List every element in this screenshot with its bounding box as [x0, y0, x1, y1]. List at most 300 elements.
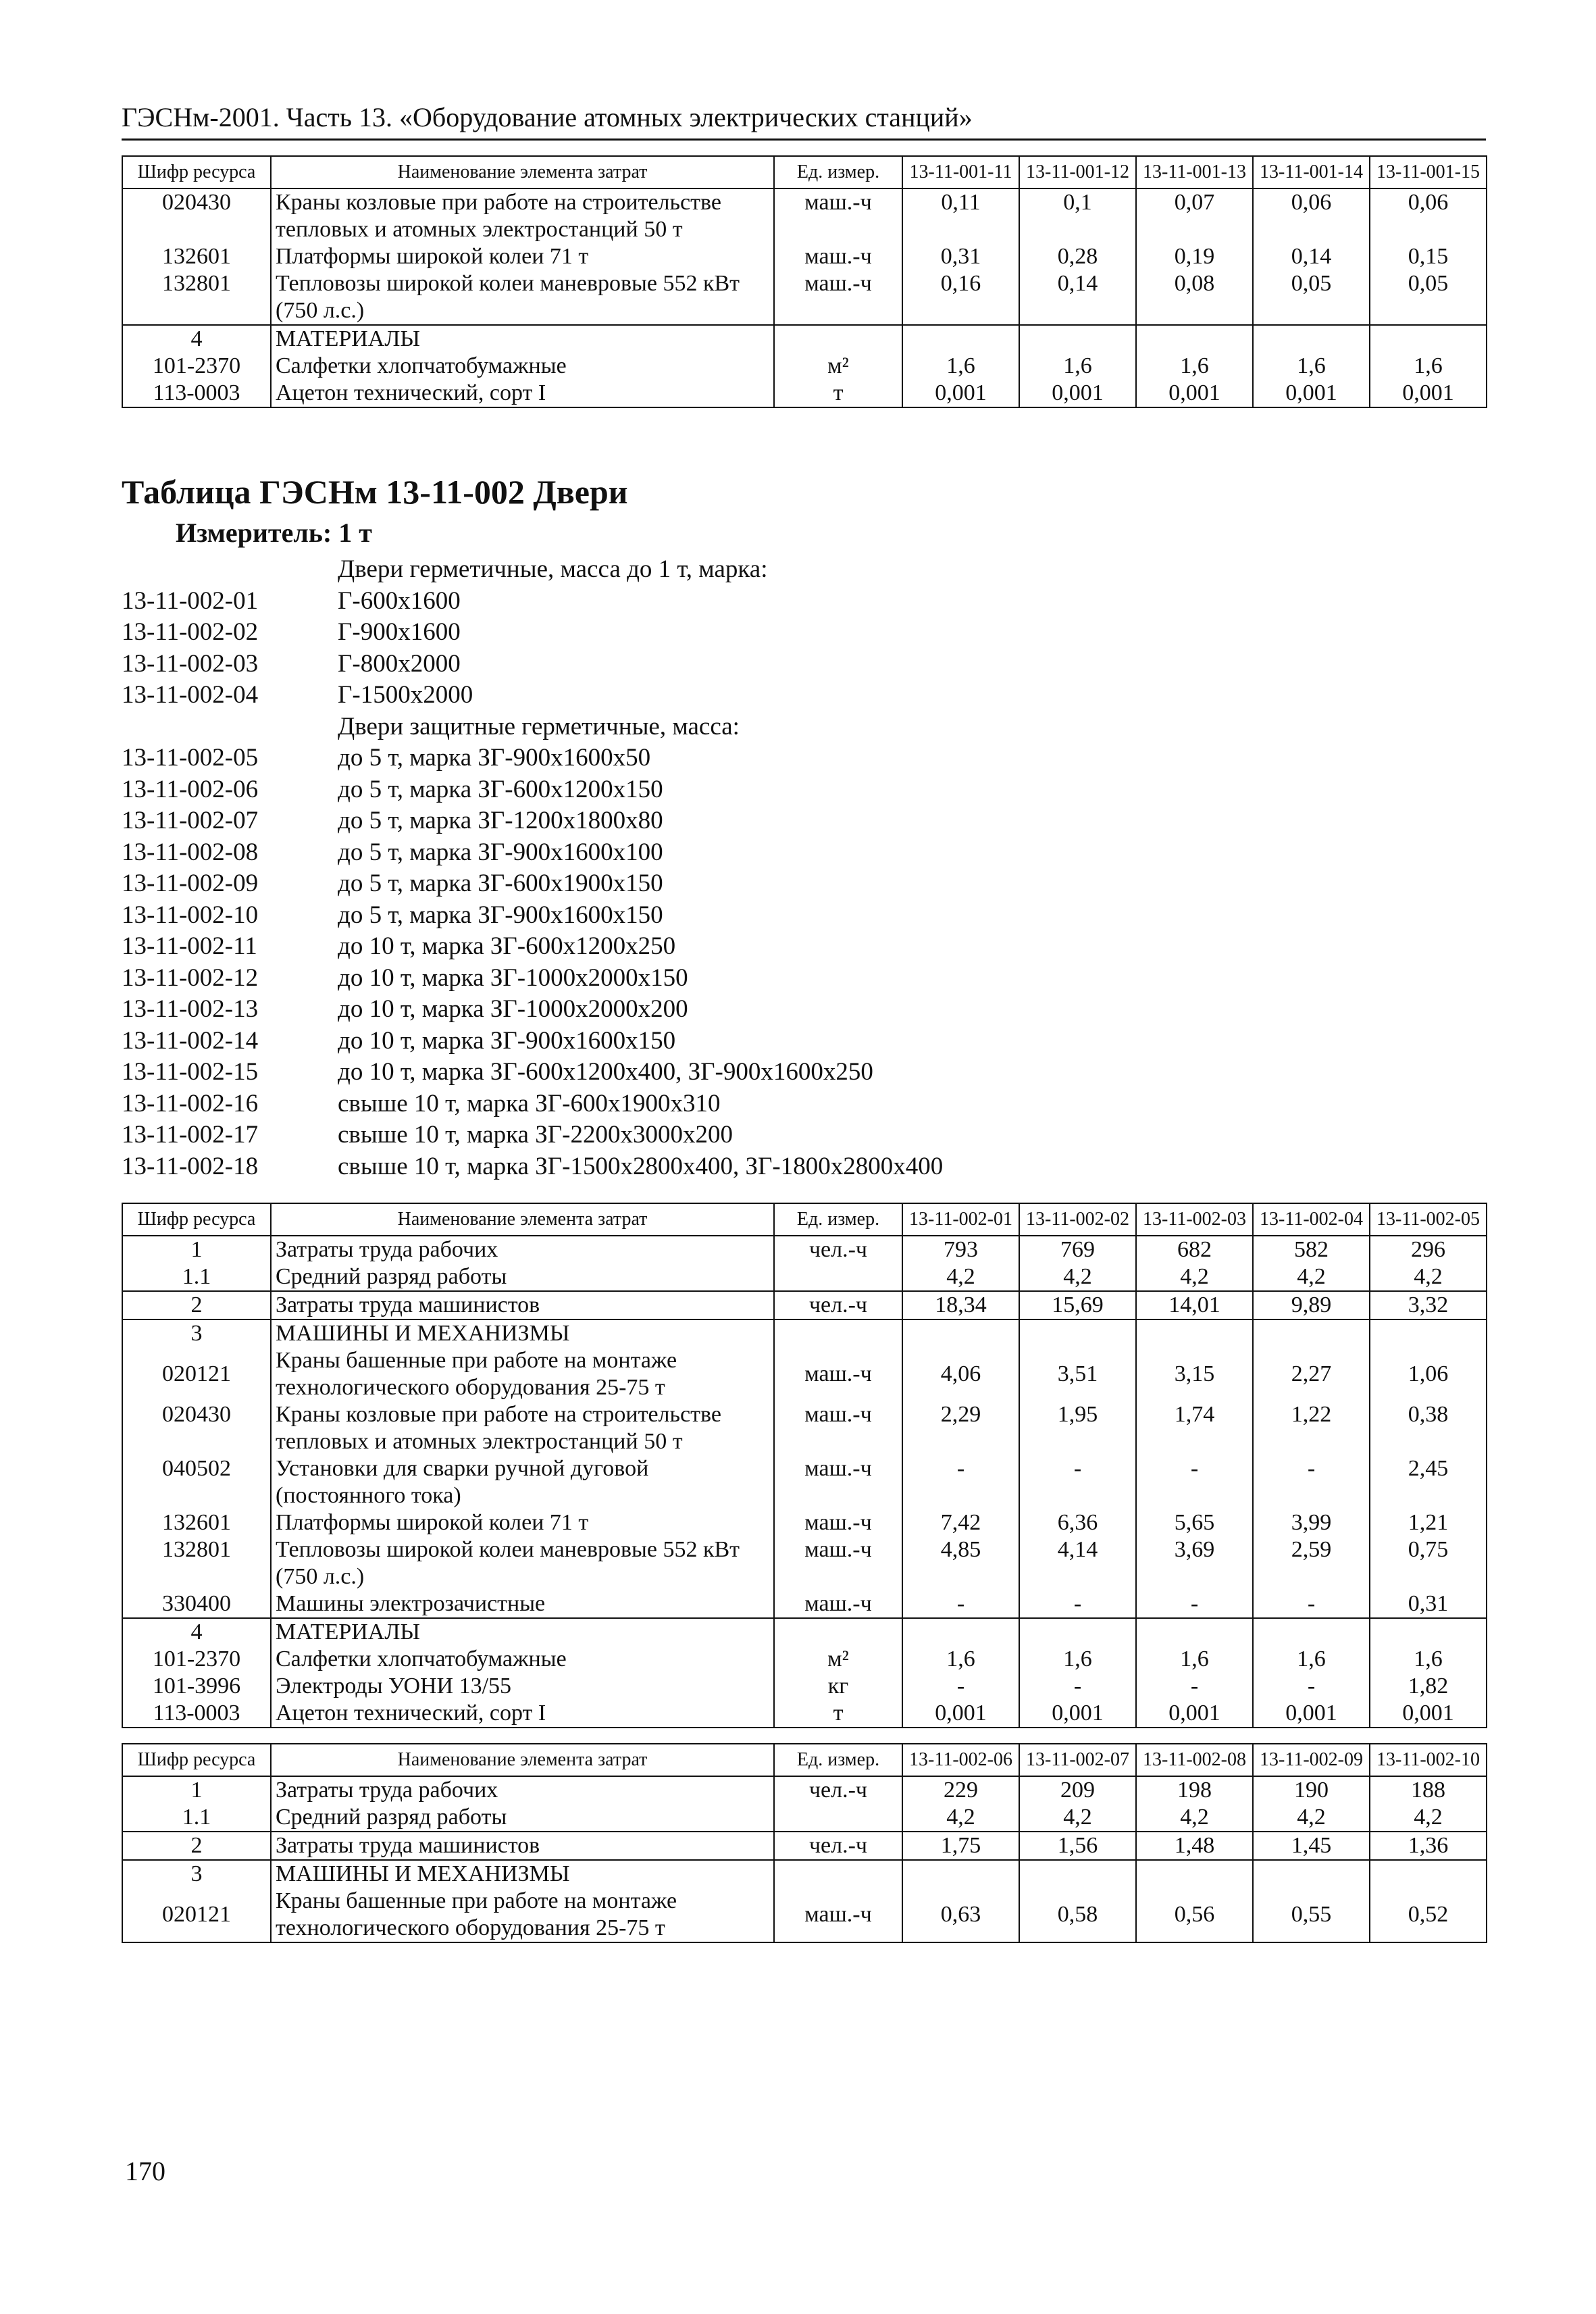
unit-value [774, 325, 902, 353]
norm-value: 0,001 [902, 1700, 1019, 1728]
item-code: 13-11-002-04 [122, 681, 259, 709]
item-row [122, 1057, 1486, 1088]
norm-value [1136, 1618, 1253, 1646]
norm-value: 4,85 [902, 1536, 1019, 1590]
item-code: 13-11-002-13 [122, 995, 259, 1023]
item-text: до 10 т, марка ЗГ-900х1600х150 [338, 1026, 676, 1055]
col-header-norm: 13-11-001-12 [1019, 156, 1136, 188]
table-header-row [122, 1203, 1487, 1236]
cost-table-001 [122, 155, 1487, 408]
table-row [122, 1291, 1487, 1319]
item-code: 13-11-002-15 [122, 1058, 259, 1086]
resource-code: 020430 [122, 188, 271, 243]
item-group-heading [122, 711, 1486, 743]
norm-value: 2,29 [902, 1401, 1019, 1455]
item-row [122, 743, 1486, 774]
norm-value [902, 1319, 1019, 1347]
norm-value: 0,001 [1019, 380, 1136, 407]
resource-code: 3 [122, 1860, 271, 1888]
norm-value: 4,2 [902, 1263, 1019, 1291]
norm-value: 0,14 [1019, 270, 1136, 325]
norm-value [1019, 1860, 1136, 1888]
norm-value: 0,31 [1370, 1590, 1487, 1618]
norm-value: - [1019, 1590, 1136, 1618]
norm-value: 0,001 [1370, 380, 1487, 407]
norm-value: 1,22 [1253, 1401, 1370, 1455]
norm-value: - [902, 1590, 1019, 1618]
col-header-unit: Ед. измер. [774, 1203, 902, 1236]
unit-value: т [774, 1700, 902, 1728]
resource-code: 132801 [122, 270, 271, 325]
resource-code: 1 [122, 1236, 271, 1263]
item-code: 13-11-002-17 [122, 1121, 259, 1149]
item-row [122, 586, 1486, 618]
norm-value: 18,34 [902, 1291, 1019, 1319]
table-row [122, 1509, 1487, 1536]
resource-code: 4 [122, 325, 271, 353]
item-row [122, 649, 1486, 680]
norm-value: 229 [902, 1776, 1019, 1804]
norm-value [1253, 1860, 1370, 1888]
item-row [122, 805, 1486, 837]
norm-value [1253, 325, 1370, 353]
norm-value: 0,28 [1019, 243, 1136, 270]
norm-value [1019, 325, 1136, 353]
col-header-norm: 13-11-002-01 [902, 1203, 1019, 1236]
unit-value: м² [774, 1646, 902, 1673]
norm-value [1019, 1618, 1136, 1646]
resource-code: 1 [122, 1776, 271, 1804]
norm-value: 0,16 [902, 270, 1019, 325]
norm-value: 2,45 [1370, 1455, 1487, 1509]
element-name: Ацетон технический, сорт I [271, 380, 774, 407]
cost-table-002-a [122, 1203, 1487, 1728]
unit-value: маш.-ч [774, 1590, 902, 1618]
resource-code: 330400 [122, 1590, 271, 1618]
item-code: 13-11-002-06 [122, 775, 259, 803]
norm-value: - [1019, 1455, 1136, 1509]
item-code: 13-11-002-18 [122, 1152, 259, 1180]
item-row [122, 774, 1486, 806]
resource-code: 113-0003 [122, 1700, 271, 1728]
norm-value: 1,56 [1019, 1832, 1136, 1860]
norm-value: 296 [1370, 1236, 1487, 1263]
norm-value: 1,6 [902, 353, 1019, 380]
norm-value: 190 [1253, 1776, 1370, 1804]
item-row [122, 931, 1486, 963]
norm-value [1370, 1319, 1487, 1347]
norm-value: 3,32 [1370, 1291, 1487, 1319]
resource-code: 040502 [122, 1455, 271, 1509]
unit-value: т [774, 380, 902, 407]
item-row [122, 837, 1486, 869]
item-text: Г-900х1600 [338, 618, 461, 646]
table-row [122, 1319, 1487, 1347]
norm-value: - [1136, 1590, 1253, 1618]
table-row [122, 353, 1487, 380]
norm-value: - [1253, 1590, 1370, 1618]
norm-value [1136, 325, 1253, 353]
norm-value: 0,63 [902, 1888, 1019, 1942]
norm-value: 0,15 [1370, 243, 1487, 270]
element-name: Средний разряд работы [271, 1804, 774, 1832]
item-text: Двери защитные герметичные, масса: [338, 712, 740, 740]
table-row [122, 1236, 1487, 1263]
norm-value: 0,05 [1253, 270, 1370, 325]
item-code: 13-11-002-02 [122, 618, 259, 646]
unit-value [774, 1804, 902, 1832]
table-row [122, 1804, 1487, 1832]
element-name: Тепловозы широкой колеи маневровые 552 кВт (750 л.с.) [271, 1536, 774, 1590]
norm-value: 4,2 [902, 1804, 1019, 1832]
element-name: Ацетон технический, сорт I [271, 1700, 774, 1728]
norm-value: 1,82 [1370, 1673, 1487, 1700]
item-group-heading [122, 554, 1486, 586]
item-row [122, 963, 1486, 995]
table-row [122, 1401, 1487, 1455]
col-header-norm: 13-11-002-07 [1019, 1744, 1136, 1776]
table-row [122, 270, 1487, 325]
page-header: ГЭСНм-2001. Часть 13. «Оборудование атомных электрических станций» [122, 101, 1486, 141]
col-header-norm: 13-11-001-11 [902, 156, 1019, 188]
norm-value [1253, 1618, 1370, 1646]
table-row [122, 1832, 1487, 1860]
unit-value: маш.-ч [774, 1509, 902, 1536]
unit-value [774, 1263, 902, 1291]
norm-value: 0,55 [1253, 1888, 1370, 1942]
table-row [122, 1536, 1487, 1590]
norm-value: - [902, 1673, 1019, 1700]
table-row [122, 380, 1487, 407]
norm-value: 0,001 [1253, 380, 1370, 407]
resource-code: 020121 [122, 1347, 271, 1401]
norm-value [1370, 1618, 1487, 1646]
norm-value: 0,07 [1136, 188, 1253, 243]
element-name: Краны козловые при работе на строительстве тепловых и атомных электростанций 50 т [271, 1401, 774, 1455]
norm-value: - [1136, 1455, 1253, 1509]
norm-value: 0,05 [1370, 270, 1487, 325]
norm-value: 4,06 [902, 1347, 1019, 1401]
norm-value: 4,2 [1019, 1263, 1136, 1291]
norm-value: 4,2 [1370, 1804, 1487, 1832]
element-name: МАТЕРИАЛЫ [271, 325, 774, 353]
item-text: свыше 10 т, марка ЗГ-2200х3000х200 [338, 1121, 733, 1149]
norm-value: 7,42 [902, 1509, 1019, 1536]
norm-value: 0,08 [1136, 270, 1253, 325]
norm-value: 1,6 [902, 1646, 1019, 1673]
norm-value: 14,01 [1136, 1291, 1253, 1319]
item-text: свыше 10 т, марка ЗГ-600х1900х310 [338, 1089, 721, 1117]
norm-value: 1,6 [1253, 1646, 1370, 1673]
unit-value [774, 1618, 902, 1646]
element-name: МАШИНЫ И МЕХАНИЗМЫ [271, 1319, 774, 1347]
norm-value: 4,2 [1019, 1804, 1136, 1832]
resource-code: 1.1 [122, 1263, 271, 1291]
item-code: 13-11-002-03 [122, 649, 259, 678]
item-code: 13-11-002-07 [122, 807, 259, 834]
item-text: Г-1500х2000 [338, 681, 473, 709]
norm-value [1370, 325, 1487, 353]
col-header-norm: 13-11-002-04 [1253, 1203, 1370, 1236]
element-name: Средний разряд работы [271, 1263, 774, 1291]
norm-value: 1,6 [1136, 353, 1253, 380]
norm-value: - [1136, 1673, 1253, 1700]
item-code: 13-11-002-05 [122, 744, 259, 772]
norm-value [1136, 1319, 1253, 1347]
item-text: до 5 т, марка ЗГ-600х1200х150 [338, 775, 663, 803]
item-code: 13-11-002-11 [122, 932, 257, 960]
norm-value: 0,001 [1136, 1700, 1253, 1728]
item-code: 13-11-002-10 [122, 901, 259, 929]
col-header-norm: 13-11-002-08 [1136, 1744, 1253, 1776]
element-name: Тепловозы широкой колеи маневровые 552 кВт (750 л.с.) [271, 270, 774, 325]
norm-value: 4,2 [1136, 1263, 1253, 1291]
norm-value: 0,1 [1019, 188, 1136, 243]
norm-value: 2,27 [1253, 1347, 1370, 1401]
norm-value: 4,2 [1253, 1804, 1370, 1832]
resource-code: 132601 [122, 1509, 271, 1536]
norm-value: 198 [1136, 1776, 1253, 1804]
norm-value: 0,001 [1136, 380, 1253, 407]
table-row [122, 1888, 1487, 1942]
item-text: Г-800х2000 [338, 649, 461, 678]
norm-value: 209 [1019, 1776, 1136, 1804]
item-text: до 5 т, марка ЗГ-900х1600х50 [338, 744, 651, 772]
page-number: 170 [125, 2156, 165, 2186]
norm-value [1019, 1319, 1136, 1347]
item-text: до 10 т, марка ЗГ-1000х2000х200 [338, 995, 688, 1023]
cost-table-002-b [122, 1743, 1487, 1943]
resource-code: 101-2370 [122, 1646, 271, 1673]
item-code: 13-11-002-14 [122, 1026, 259, 1055]
item-text: до 10 т, марка ЗГ-600х1200х400, ЗГ-900х1600х250 [338, 1058, 873, 1086]
norm-value: 3,69 [1136, 1536, 1253, 1590]
col-header-norm: 13-11-001-13 [1136, 156, 1253, 188]
norm-value: - [1253, 1455, 1370, 1509]
norm-value: 0,52 [1370, 1888, 1487, 1942]
item-row [122, 1120, 1486, 1151]
item-list [122, 554, 1486, 1182]
norm-value: - [902, 1455, 1019, 1509]
col-header-unit: Ед. измер. [774, 1744, 902, 1776]
item-text: свыше 10 т, марка ЗГ-1500х2800х400, ЗГ-1800х2800х400 [338, 1152, 944, 1180]
norm-value: 0,001 [902, 380, 1019, 407]
norm-value: 15,69 [1019, 1291, 1136, 1319]
item-text: Г-600х1600 [338, 586, 461, 615]
norm-value: 769 [1019, 1236, 1136, 1263]
norm-value: 1,21 [1370, 1509, 1487, 1536]
norm-value: 1,45 [1253, 1832, 1370, 1860]
resource-code: 2 [122, 1291, 271, 1319]
table-row [122, 1263, 1487, 1291]
table-row [122, 1673, 1487, 1700]
item-text: до 10 т, марка ЗГ-1000х2000х150 [338, 963, 688, 992]
norm-value: 1,6 [1370, 1646, 1487, 1673]
resource-code: 3 [122, 1319, 271, 1347]
norm-value: 1,48 [1136, 1832, 1253, 1860]
norm-value: 3,15 [1136, 1347, 1253, 1401]
norm-value: 1,6 [1370, 353, 1487, 380]
element-name: Установки для сварки ручной дуговой (постоянного тока) [271, 1455, 774, 1509]
item-text: Двери герметичные, масса до 1 т, марка: [338, 555, 768, 583]
norm-value: 2,59 [1253, 1536, 1370, 1590]
unit-value: маш.-ч [774, 1455, 902, 1509]
norm-value: 793 [902, 1236, 1019, 1263]
norm-value: 3,99 [1253, 1509, 1370, 1536]
table-row [122, 1860, 1487, 1888]
col-header-norm: 13-11-002-06 [902, 1744, 1019, 1776]
resource-code: 020430 [122, 1401, 271, 1455]
norm-value [902, 1860, 1019, 1888]
unit-value: маш.-ч [774, 270, 902, 325]
norm-value: 1,75 [902, 1832, 1019, 1860]
col-header-unit: Ед. измер. [774, 156, 902, 188]
unit-value: чел.-ч [774, 1236, 902, 1263]
item-code: 13-11-002-01 [122, 586, 259, 615]
unit-value: маш.-ч [774, 1401, 902, 1455]
item-row [122, 868, 1486, 900]
norm-value: 0,58 [1019, 1888, 1136, 1942]
unit-value: маш.-ч [774, 1347, 902, 1401]
norm-value: 5,65 [1136, 1509, 1253, 1536]
norm-value: 4,2 [1253, 1263, 1370, 1291]
item-code: 13-11-002-09 [122, 870, 259, 897]
table-header-row [122, 1744, 1487, 1776]
table-row [122, 1700, 1487, 1728]
resource-code: 132801 [122, 1536, 271, 1590]
unit-value: чел.-ч [774, 1291, 902, 1319]
item-text: до 5 т, марка ЗГ-600х1900х150 [338, 870, 663, 897]
norm-value: - [1019, 1673, 1136, 1700]
norm-value: 1,74 [1136, 1401, 1253, 1455]
item-text: до 5 т, марка ЗГ-1200х1800х80 [338, 807, 663, 834]
resource-code: 020121 [122, 1888, 271, 1942]
measure-unit: Измеритель: 1 т [176, 518, 372, 548]
resource-code: 113-0003 [122, 380, 271, 407]
resource-code: 4 [122, 1618, 271, 1646]
element-name: Машины электрозачистные [271, 1590, 774, 1618]
norm-value: 0,001 [1019, 1700, 1136, 1728]
col-header-norm: 13-11-001-15 [1370, 156, 1487, 188]
element-name: Электроды УОНИ 13/55 [271, 1673, 774, 1700]
norm-value: 1,06 [1370, 1347, 1487, 1401]
table-title: Таблица ГЭСНм 13-11-002 Двери [122, 473, 628, 511]
norm-value: 582 [1253, 1236, 1370, 1263]
resource-code: 2 [122, 1832, 271, 1860]
norm-value: 4,2 [1136, 1804, 1253, 1832]
document-page [122, 101, 1486, 1943]
norm-value [902, 325, 1019, 353]
norm-value: 682 [1136, 1236, 1253, 1263]
table-row [122, 1618, 1487, 1646]
col-header-name: Наименование элемента затрат [271, 1744, 774, 1776]
item-row [122, 680, 1486, 711]
norm-value [1253, 1319, 1370, 1347]
norm-value: 1,36 [1370, 1832, 1487, 1860]
norm-value: 0,06 [1253, 188, 1370, 243]
norm-value: 1,6 [1019, 1646, 1136, 1673]
item-text: до 10 т, марка ЗГ-600х1200х250 [338, 932, 676, 960]
norm-value: 4,2 [1370, 1263, 1487, 1291]
element-name: Салфетки хлопчатобумажные [271, 353, 774, 380]
unit-value [774, 1860, 902, 1888]
col-header-norm: 13-11-002-03 [1136, 1203, 1253, 1236]
unit-value: маш.-ч [774, 243, 902, 270]
element-name: Платформы широкой колеи 71 т [271, 243, 774, 270]
unit-value: маш.-ч [774, 188, 902, 243]
col-header-norm: 13-11-002-05 [1370, 1203, 1487, 1236]
norm-value: 0,11 [902, 188, 1019, 243]
item-code: 13-11-002-08 [122, 838, 259, 866]
table-row [122, 1347, 1487, 1401]
norm-value: 9,89 [1253, 1291, 1370, 1319]
unit-value: чел.-ч [774, 1832, 902, 1860]
unit-value: кг [774, 1673, 902, 1700]
norm-value: 0,31 [902, 243, 1019, 270]
norm-value: 0,38 [1370, 1401, 1487, 1455]
element-name: Платформы широкой колеи 71 т [271, 1509, 774, 1536]
norm-value: 6,36 [1019, 1509, 1136, 1536]
norm-value: 1,6 [1253, 353, 1370, 380]
element-name: Затраты труда рабочих [271, 1236, 774, 1263]
col-header-name: Наименование элемента затрат [271, 156, 774, 188]
item-code: 13-11-002-12 [122, 963, 259, 992]
col-header-code: Шифр ресурса [122, 156, 271, 188]
col-header-name: Наименование элемента затрат [271, 1203, 774, 1236]
table-row [122, 325, 1487, 353]
element-name: МАШИНЫ И МЕХАНИЗМЫ [271, 1860, 774, 1888]
table-row [122, 1590, 1487, 1618]
unit-value: м² [774, 353, 902, 380]
col-header-code: Шифр ресурса [122, 1203, 271, 1236]
norm-value: 0,06 [1370, 188, 1487, 243]
unit-value [774, 1319, 902, 1347]
norm-value: - [1253, 1673, 1370, 1700]
element-name: Затраты труда машинистов [271, 1291, 774, 1319]
element-name: Краны козловые при работе на строительстве тепловых и атомных электростанций 50 т [271, 188, 774, 243]
item-row [122, 1026, 1486, 1057]
col-header-norm: 13-11-002-02 [1019, 1203, 1136, 1236]
table-row [122, 243, 1487, 270]
element-name: МАТЕРИАЛЫ [271, 1618, 774, 1646]
norm-value: 3,51 [1019, 1347, 1136, 1401]
unit-value: чел.-ч [774, 1776, 902, 1804]
table-row [122, 1646, 1487, 1673]
item-text: до 5 т, марка ЗГ-900х1600х150 [338, 901, 663, 929]
col-header-code: Шифр ресурса [122, 1744, 271, 1776]
element-name: Затраты труда рабочих [271, 1776, 774, 1804]
norm-value: 0,56 [1136, 1888, 1253, 1942]
table-row [122, 1455, 1487, 1509]
norm-value: 4,14 [1019, 1536, 1136, 1590]
item-text: до 5 т, марка ЗГ-900х1600х100 [338, 838, 663, 866]
norm-value [902, 1618, 1019, 1646]
norm-value [1370, 1860, 1487, 1888]
col-header-norm: 13-11-001-14 [1253, 156, 1370, 188]
norm-value: 1,6 [1019, 353, 1136, 380]
norm-value: 1,6 [1136, 1646, 1253, 1673]
item-row [122, 900, 1486, 932]
element-name: Краны башенные при работе на монтаже технологического оборудования 25-75 т [271, 1888, 774, 1942]
item-row [122, 1151, 1486, 1183]
norm-value: 1,95 [1019, 1401, 1136, 1455]
item-row [122, 994, 1486, 1026]
item-row [122, 617, 1486, 649]
element-name: Краны башенные при работе на монтаже технологического оборудования 25-75 т [271, 1347, 774, 1401]
resource-code: 101-3996 [122, 1673, 271, 1700]
table-header-row [122, 156, 1487, 188]
norm-value: 0,75 [1370, 1536, 1487, 1590]
